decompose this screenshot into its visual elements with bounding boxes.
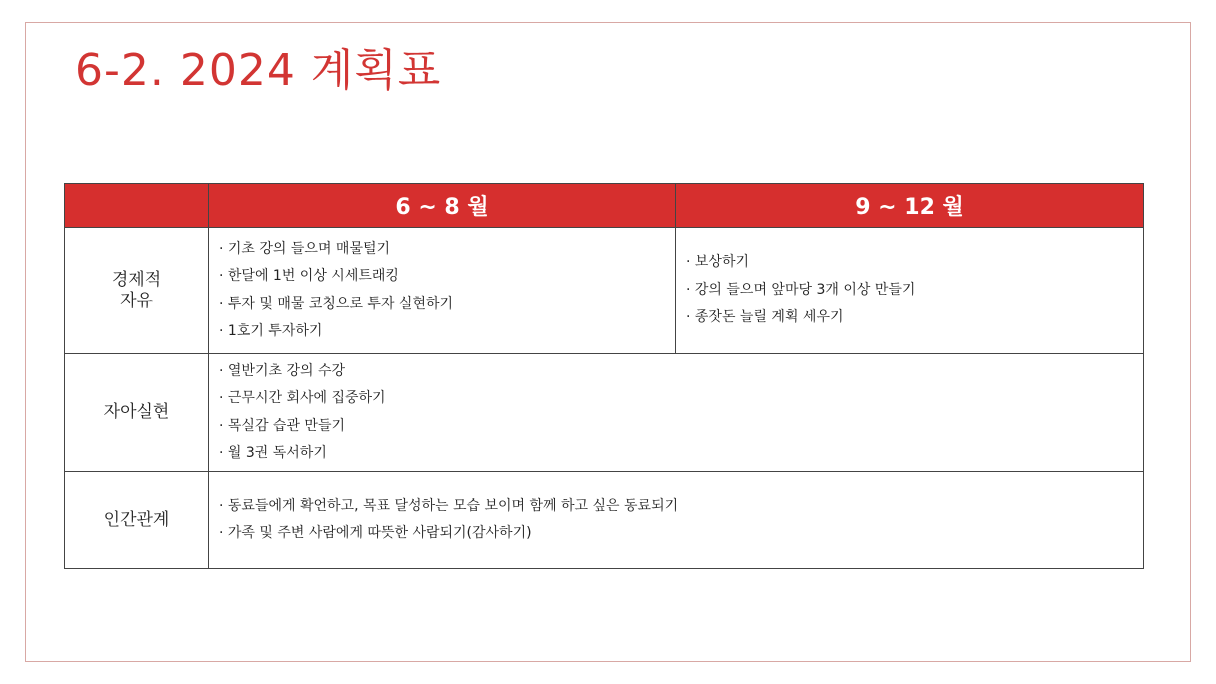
list-item: · 기초 강의 들으며 매물털기: [219, 236, 675, 264]
list-item: · 목실감 습관 만들기: [219, 413, 1143, 441]
plan-cell-merged: [209, 354, 1144, 472]
list-item: · 한달에 1번 이상 시세트래킹: [219, 263, 675, 291]
plan-cell-sep-dec: [676, 228, 1144, 354]
plan-cell-jun-aug: [209, 228, 676, 354]
list-item: · 열반기초 강의 수강: [219, 358, 1143, 386]
header-cell-jun-aug: 6 ~ 8 월: [209, 184, 676, 228]
plan-cell-merged: [209, 472, 1144, 569]
list-item: · 강의 들으며 앞마당 3개 이상 만들기: [686, 277, 1143, 305]
category-label-line: 자아실현: [103, 402, 170, 422]
list-item: · 동료들에게 확언하고, 목표 달성하는 모습 보이며 함께 하고 싶은 동료되기: [219, 493, 1143, 521]
category-label-line: 인간관계: [103, 509, 170, 530]
list-item: · 가족 및 주변 사람에게 따뜻한 사람되기(감사하기): [219, 520, 1143, 548]
list-item: · 종잣돈 늘릴 계획 세우기: [686, 304, 1143, 332]
plan-table: [64, 183, 1144, 569]
table-row-self-realization: [65, 354, 1144, 472]
category-cell: [65, 354, 209, 472]
list-item: · 월 3권 독서하기: [219, 440, 1143, 468]
header-row: [65, 184, 1144, 228]
list-item: · 1호기 투자하기: [219, 318, 675, 346]
table-row-economic: [65, 228, 1144, 354]
category-cell: [65, 228, 209, 354]
page-title: 6-2. 2024 계획표: [75, 45, 442, 96]
table-row-relationships: [65, 472, 1144, 569]
header-cell-sep-dec: 9 ~ 12 월: [676, 184, 1144, 228]
list-item: · 근무시간 회사에 집중하기: [219, 385, 1143, 413]
category-label-line: 경제적: [111, 269, 162, 290]
category-cell: [65, 472, 209, 569]
category-label-line: 자유: [120, 290, 153, 311]
list-item: · 투자 및 매물 코칭으로 투자 실현하기: [219, 291, 675, 319]
header-cell-empty: [65, 184, 209, 228]
list-item: · 보상하기: [686, 249, 1143, 277]
